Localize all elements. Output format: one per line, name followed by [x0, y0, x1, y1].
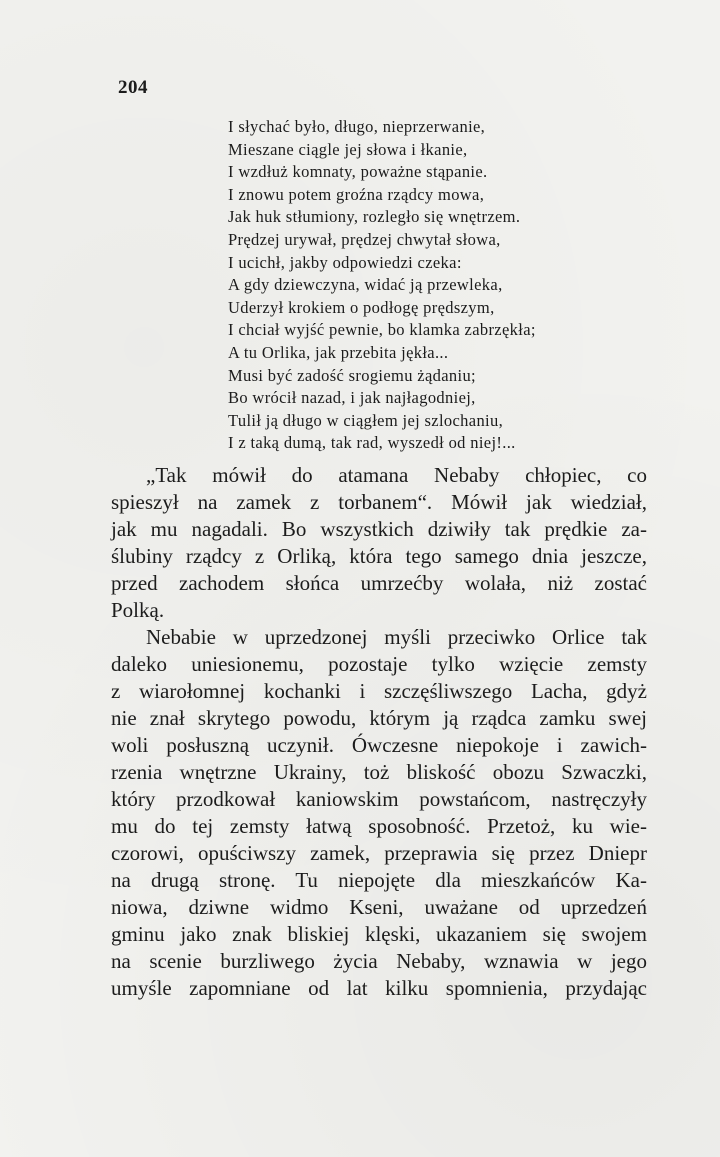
prose-line: gminu jako znak bliskiej klęski, ukazaniem się swojem [111, 922, 647, 946]
prose-line: na scenie burzliwego życia Nebaby, wznawia w jego [111, 949, 647, 973]
prose-line: niowa, dziwne widmo Kseni, uważane od uprzedzeń [111, 895, 647, 919]
poem-line: I wzdłuż komnaty, poważne stąpanie. [228, 162, 488, 182]
poem-stanza [228, 116, 668, 455]
poem-line: Prędzej urywał, prędzej chwytał słowa, [228, 229, 501, 249]
prose-line: Polką. [111, 598, 165, 622]
prose-line: woli posłuszną uczynił. Ówczesne niepokoje i zawich- [111, 733, 647, 757]
prose-line: jak mu nagadali. Bo wszystkich dziwiły tak prędkie za- [111, 517, 647, 541]
poem-line: Tulił ją długo w ciągłem jej szlochaniu, [228, 410, 504, 430]
paragraph [111, 462, 647, 624]
poem-line: Mieszane ciągle jej słowa i łkanie, [228, 139, 468, 159]
poem-line: I z taką dumą, tak rad, wyszedł od niej!... [228, 433, 516, 453]
poem-line: I ucichł, jakby odpowiedzi czeka: [228, 252, 462, 272]
prose-line: przed zachodem słońca umrzećby wolała, niż zostać [111, 571, 647, 595]
poem-line: Bo wrócił nazad, i jak najłagodniej, [228, 388, 476, 408]
prose-line: mu do tej zemsty łatwą sposobność. Przetoż, ku wie- [111, 814, 647, 838]
poem-line: Musi być zadość srogiemu żądaniu; [228, 365, 476, 385]
poem-line: Uderzył krokiem o podłogę prędszym, [228, 297, 495, 317]
paragraph [111, 624, 647, 1002]
poem-line: A tu Orlika, jak przebita jękła... [228, 342, 449, 362]
poem-line: I słychać było, długo, nieprzerwanie, [228, 117, 486, 136]
poem-line: I chciał wyjść pewnie, bo klamka zabrzękła; [228, 320, 536, 340]
prose-line: na drugą stronę. Tu niepojęte dla mieszkańców Ka- [111, 868, 647, 892]
prose-line: który przodkował kaniowskim powstańcom, nastręczyły [111, 787, 647, 811]
poem-line: A gdy dziewczyna, widać ją przewleka, [228, 275, 503, 295]
prose-line: „Tak mówił do atamana Nebaby chłopiec, co [146, 463, 647, 487]
page-number: 204 [118, 77, 148, 98]
prose-line: daleko uniesionemu, pozostaje tylko wzięcie zemsty [111, 652, 647, 676]
prose-line: Nebabie w uprzedzonej myśli przeciwko Orlice tak [146, 625, 647, 649]
prose-line: z wiarołomnej kochanki i szczęśliwszego Lacha, gdyż [111, 679, 647, 703]
prose-line: ślubiny rządcy z Orliką, która tego samego dnia jeszcze, [111, 544, 647, 568]
prose-body [111, 462, 647, 1002]
prose-line: nie znał skrytego powodu, którym ją rządca zamku swej [111, 706, 647, 730]
poem-line: I znowu potem groźna rządcy mowa, [228, 184, 485, 204]
prose-line: rzenia wnętrzne Ukrainy, toż bliskość obozu Szwaczki, [111, 760, 647, 784]
prose-line: umyśle zapomniane od lat kilku spomnienia, przydając [111, 976, 647, 1000]
prose-line: czorowi, opuściwszy zamek, przeprawia się przez Dniepr [111, 841, 647, 865]
poem-line: Jak huk stłumiony, rozległo się wnętrzem. [228, 207, 521, 227]
prose-line: spieszył na zamek z torbanem“. Mówił jak wiedział, [111, 490, 647, 514]
